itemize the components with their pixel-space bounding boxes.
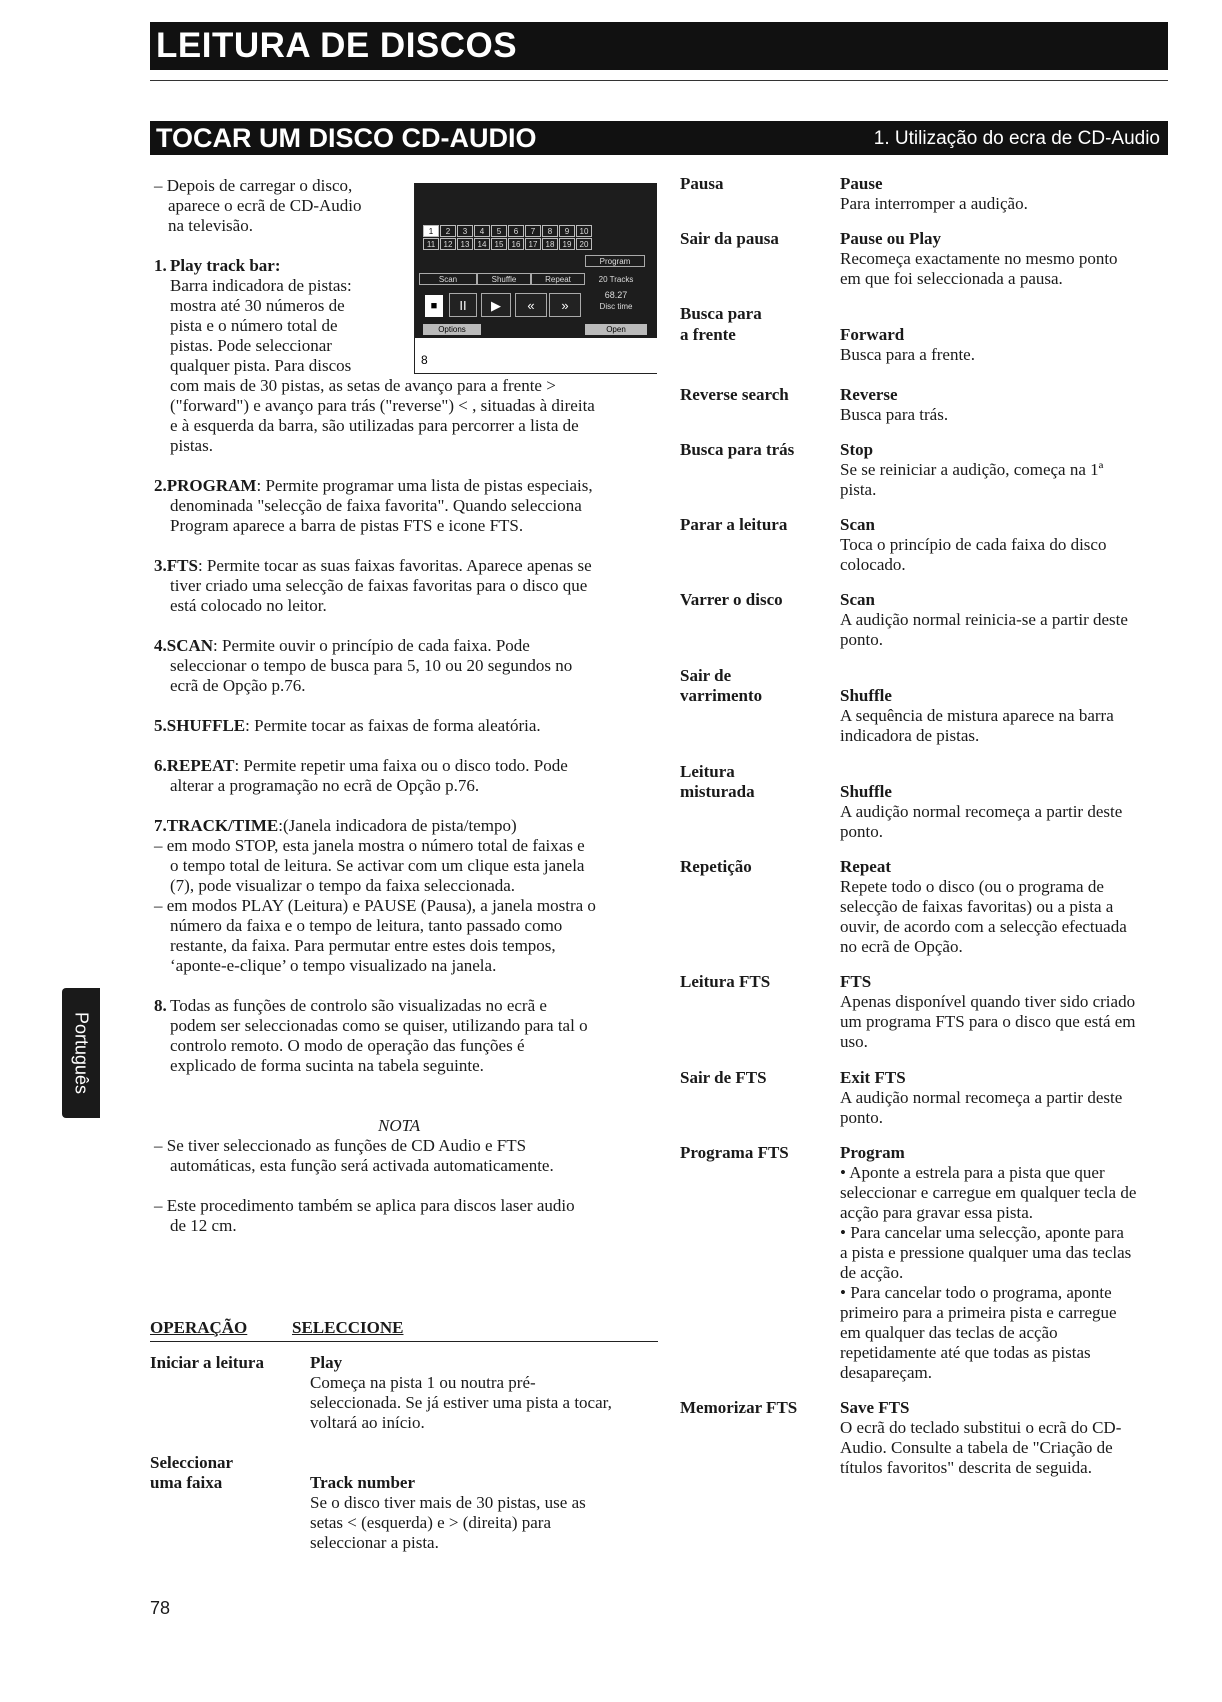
item-heading [154,636,530,656]
text-line: mostra até 30 números de [170,296,345,315]
screen-panel [415,183,657,338]
text-line: controlo remoto. O modo de operação das funções é [170,1036,525,1055]
item-title: SCAN [166,636,214,655]
item-title: SHUFFLE [166,716,246,735]
table-op: Repetição [680,857,752,876]
note-line: – Este procedimento também se aplica para discos laser audio [154,1196,575,1215]
item-text: : Permite repetir uma faixa ou o disco todo. Pode [234,756,568,775]
text-line: ‘aponte-e-clique’ o tempo visualizado na janela. [170,956,497,975]
table-select: Shuffle [840,782,892,801]
track-bar [423,225,592,250]
text-line: pistas. [170,436,213,455]
item-title: PROGRAM [166,476,257,495]
text-line: podem ser seleccionadas como se quiser, utilizando para tal o [170,1016,588,1035]
table-desc: Se se reiniciar a audição, começa na 1ª [840,460,1104,479]
table-op: Memorizar FTS [680,1398,798,1417]
section-title: TOCAR UM DISCO CD-AUDIO [156,123,537,153]
table-op: Iniciar a leitura [150,1353,264,1372]
table-op: Pausa [680,174,724,193]
track-cell: 16 [508,238,524,250]
table-desc: desapareçam. [840,1363,933,1382]
table-desc: pista. [840,480,877,499]
table-select: Program [840,1143,905,1162]
table-select: Save FTS [840,1398,910,1417]
language-tab-label: Português [71,1011,92,1095]
track-cell: 7 [525,225,541,237]
table-select: FTS [840,972,872,991]
table-desc: voltará ao início. [310,1413,425,1432]
table-desc: indicadora de pistas. [840,726,980,745]
pause-icon: II [449,293,477,317]
item-title: REPEAT [166,756,235,775]
intro-line: – Depois de carregar o disco, [154,176,353,195]
table-select: Reverse [840,385,898,404]
text-line: ("forward") e avanço para trás ("reverse") < , situadas à direita [170,396,595,415]
table-op: Seleccionar [150,1453,234,1472]
text-line: Program aparece a barra de pistas FTS e icone FTS. [170,516,524,535]
table-desc: seleccionada. Se já estiver uma pista a tocar, [310,1393,612,1412]
track-cell: 5 [491,225,507,237]
table-desc: Se o disco tiver mais de 30 pistas, use as [310,1493,586,1512]
table-desc: seleccionar a pista. [310,1533,439,1552]
track-cell: 13 [457,238,473,250]
tracks-readout: 20 Tracks [598,275,634,284]
table-desc: • Aponte a estrela para a pista que quer [840,1163,1105,1182]
table-desc: O ecrã do teclado substitui o ecrã do CD- [840,1418,1122,1437]
open-button: Open [585,324,647,335]
item-text: : Permite ouvir o princípio de cada faixa. Pode [213,636,530,655]
text-line: denominada "selecção de faixa favorita". Quando selecciona [170,496,582,515]
table-header-operation: OPERAÇÃO [150,1318,248,1337]
track-cell: 8 [542,225,558,237]
table-desc: • Para cancelar todo o programa, aponte [840,1283,1112,1302]
track-cell: 3 [457,225,473,237]
table-desc: Repete todo o disco (ou o programa de [840,877,1104,896]
section-banner [150,121,1168,155]
text-line: Todas as funções de controlo são visualizadas no ecrã e [170,996,547,1015]
item-heading [154,756,568,776]
table-select: Repeat [840,857,891,876]
table-select: Pause [840,174,883,193]
track-cell: 18 [542,238,558,250]
track-cell: 9 [559,225,575,237]
text-line: está colocado no leitor. [170,596,327,615]
item-heading [154,716,541,736]
table-op: Busca para trás [680,440,795,459]
header-rule [150,80,1168,81]
table-op: Reverse search [680,385,789,404]
disc-time-label: Disc time [599,302,633,311]
table-desc: Apenas disponível quando tiver sido criado [840,992,1136,1011]
note-title: NOTA [378,1116,421,1135]
text-line: pistas. Pode seleccionar [170,336,332,355]
text-line: seleccionar o tempo de busca para 5, 10 ou 20 segundos no [170,656,573,675]
table-desc: Recomeça exactamente no mesmo ponto [840,249,1118,268]
item-text: :(Janela indicadora de pista/tempo) [278,816,517,835]
table-op: varrimento [680,686,763,705]
table-op: Sair de [680,666,732,685]
table-op: uma faixa [150,1473,223,1492]
track-cell: 15 [491,238,507,250]
table-desc: repetidamente até que todas as pistas [840,1343,1091,1362]
table-desc: acção para gravar essa pista. [840,1203,1034,1222]
table-desc: um programa FTS para o disco que está em [840,1012,1136,1031]
table-desc: de acção. [840,1263,904,1282]
options-button: Options [423,324,481,335]
text-line: pista e o número total de [170,316,338,335]
text-line: qualquer pista. Para discos [170,356,352,375]
table-desc: A audição normal reinicia-se a partir deste [840,610,1128,629]
track-cell: 20 [576,238,592,250]
item-number: 4. [154,636,167,655]
table-desc: Busca para a frente. [840,345,975,364]
table-select: Stop [840,440,874,459]
table-desc: no ecrã de Opção. [840,937,963,956]
time-readout: 68.27 [604,290,628,300]
table-desc: selecção de faixas favoritas) ou a pista a [840,897,1114,916]
text-line: alterar a programação no ecrã de Opção p.76. [170,776,480,795]
language-tab [62,988,100,1118]
table-op: Leitura FTS [680,972,771,991]
track-cell: 2 [440,225,456,237]
table-op: Busca para [680,304,762,323]
table-select: Track number [310,1473,415,1492]
cd-audio-screen-illustration [414,183,657,374]
table-desc: ponto. [840,630,883,649]
table-op: Programa FTS [680,1143,789,1162]
item-number: 5. [154,716,167,735]
table-desc: em que foi seleccionada a pausa. [840,269,1063,288]
track-cell: 14 [474,238,490,250]
forward-icon: » [549,293,581,317]
scan-button: Scan [419,273,477,285]
page-number: 78 [150,1598,171,1618]
item-number: 2. [154,476,167,495]
item-title: FTS [166,556,198,575]
item-title: Play track bar: [170,256,281,275]
text-line: o tempo total de leitura. Se activar com um clique esta janela [170,856,585,875]
item-title: TRACK/TIME [166,816,279,835]
track-cell: 10 [576,225,592,237]
reverse-icon: « [515,293,547,317]
note-line: automáticas, esta função será activada automaticamente. [170,1156,554,1175]
table-select: Shuffle [840,686,892,705]
table-op: Varrer o disco [680,590,783,609]
item-text: : Permite tocar as suas faixas favoritas. Aparece apenas se [197,556,592,575]
intro-line: aparece o ecrã de CD-Audio [168,196,362,215]
section-subtitle: 1. Utilização do ecra de CD-Audio [873,128,1160,149]
table-op: Sair da pausa [680,229,779,248]
table-desc: colocado. [840,555,906,574]
track-cell: 6 [508,225,524,237]
table-desc: a pista e pressione qualquer uma das teclas [840,1243,1132,1262]
table-desc: A audição normal recomeça a partir deste [840,802,1123,821]
text-line: número da faixa e o tempo de leitura, tanto passado como [170,916,563,935]
track-cell: 19 [559,238,575,250]
text-line: Barra indicadora de pistas: [170,276,352,295]
track-cell: 1 [423,225,439,237]
text-line: e à esquerda da barra, são utilizadas para percorrer a lista de [170,416,579,435]
text-line: – em modos PLAY (Leitura) e PAUSE (Pausa), a janela mostra o [154,896,596,915]
table-desc: uso. [840,1032,868,1051]
track-cell: 4 [474,225,490,237]
item-number: 1. [154,256,167,275]
table-op: a frente [680,325,736,344]
item-text: : Permite programar uma lista de pistas especiais, [256,476,593,495]
table-desc: títulos favoritos" descrita de seguida. [840,1458,1092,1477]
note-line: de 12 cm. [170,1216,237,1235]
text-line: (7), pode visualizar o tempo da faixa seleccionada. [170,876,516,895]
table-select: Exit FTS [840,1068,906,1087]
stop-icon: ■ [425,295,443,317]
track-cell: 12 [440,238,456,250]
item-number: 8. [154,996,167,1015]
item-number: 3. [154,556,167,575]
table-desc: A audição normal recomeça a partir deste [840,1088,1123,1107]
text-line: explicado de forma sucinta na tabela seguinte. [170,1056,484,1075]
table-desc: A sequência de mistura aparece na barra [840,706,1114,725]
item-heading [154,556,592,576]
table-desc: Toca o princípio de cada faixa do disco [840,535,1107,554]
text-line: – em modo STOP, esta janela mostra o número total de faixas e [154,836,585,855]
table-select: Scan [840,515,875,534]
text-line: com mais de 30 pistas, as setas de avanço para a frente > [170,376,556,395]
item-heading [154,816,517,836]
text-line: ecrã de Opção p.76. [170,676,306,695]
table-select: Scan [840,590,875,609]
table-desc: • Para cancelar uma selecção, aponte para [840,1223,1124,1242]
track-cell: 17 [525,238,541,250]
page-title: LEITURA DE DISCOS [150,22,1168,70]
table-desc: setas < (esquerda) e > (direita) para [310,1513,551,1532]
table-desc: primeiro para a primeira pista e carregue [840,1303,1117,1322]
table-desc: ponto. [840,822,883,841]
table-op: misturada [680,782,755,801]
table-header-select: SELECCIONE [292,1318,404,1337]
table-op: Parar a leitura [680,515,788,534]
item-number: 6. [154,756,167,775]
table-desc: em qualquer das teclas de acção [840,1323,1058,1342]
table-desc: ponto. [840,1108,883,1127]
table-desc: Busca para trás. [840,405,949,424]
item-number: 7. [154,816,167,835]
table-select: Forward [840,325,905,344]
text-line: restante, da faixa. Para permutar entre estes dois tempos, [170,936,556,955]
repeat-button: Repeat [531,273,585,285]
callout-number: 8 [421,353,428,367]
note-line: – Se tiver seleccionado as funções de CD Audio e FTS [154,1136,527,1155]
table-desc: Para interromper a audição. [840,194,1028,213]
table-select: Play [310,1353,343,1372]
shuffle-button: Shuffle [477,273,531,285]
table-desc: ouvir, de acordo com a selecção efectuada [840,917,1127,936]
item-heading [154,476,593,496]
table-select: Pause ou Play [840,229,942,248]
table-desc: seleccionar e carregue em qualquer tecla de [840,1183,1137,1202]
table-desc: Audio. Consulte a tabela de "Criação de [840,1438,1113,1457]
table-op: Sair de FTS [680,1068,767,1087]
track-cell: 11 [423,238,439,250]
table-desc: Começa na pista 1 ou noutra pré- [310,1373,536,1392]
play-icon: ▶ [481,293,511,317]
text-line: tiver criado uma selecção de faixas favoritas para o disco que [170,576,588,595]
program-button: Program [585,255,645,267]
item-text: : Permite tocar as faixas de forma aleatória. [245,716,541,735]
intro-line: na televisão. [168,216,253,235]
table-rule [150,1341,658,1342]
table-op: Leitura [680,762,735,781]
